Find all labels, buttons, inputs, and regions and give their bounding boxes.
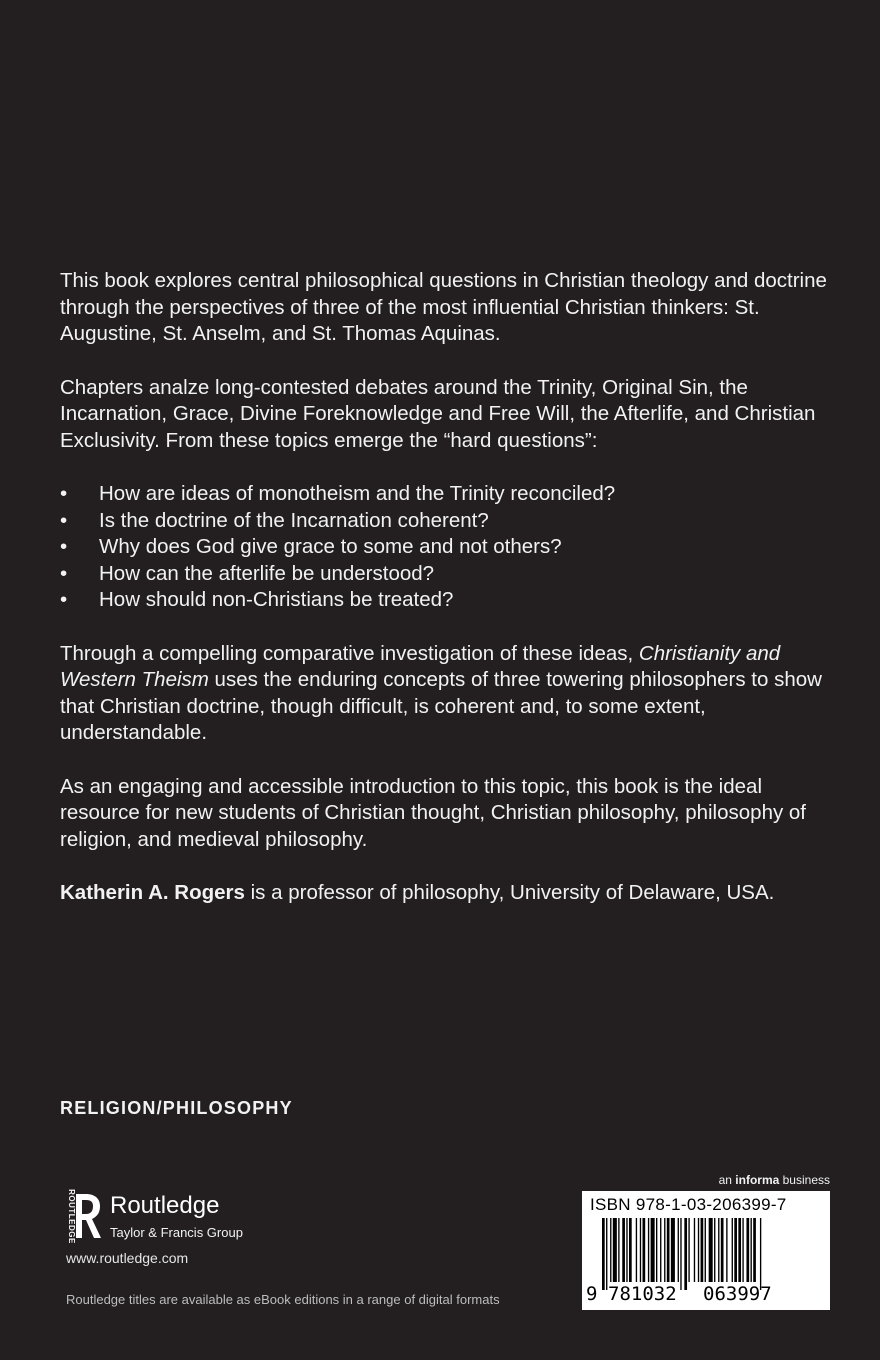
- publisher-url: www.routledge.com: [66, 1250, 189, 1266]
- barcode-bar: [705, 1218, 706, 1282]
- barcode-bar: [746, 1218, 749, 1282]
- back-cover-blurb: [60, 268, 828, 934]
- barcode-bar: [738, 1218, 741, 1282]
- publisher-group: Taylor & Francis Group: [110, 1225, 243, 1240]
- barcode-digits-right: 063997: [703, 1283, 772, 1305]
- barcode-bar: [753, 1218, 756, 1282]
- barcode-bar: [613, 1218, 617, 1282]
- barcode-bar: [640, 1218, 641, 1282]
- barcode-digit-lead: 9: [586, 1283, 598, 1305]
- barcode-bar: [721, 1218, 724, 1282]
- author-name: Katherin A. Rogers: [60, 881, 245, 904]
- ebook-note: Routledge titles are available as eBook editions in a range of digital formats: [66, 1292, 500, 1307]
- publisher-name: Routledge: [110, 1192, 220, 1219]
- barcode-bar: [618, 1218, 619, 1282]
- isbn-label: ISBN 978-1-03-206399-7: [590, 1195, 787, 1214]
- barcode-bar: [734, 1218, 737, 1282]
- barcode-bar: [610, 1218, 611, 1282]
- barcode-bar: [671, 1218, 675, 1282]
- barcode-bar: [602, 1218, 605, 1290]
- investigation-text-end: uses the enduring concepts of three towering philosophers to show that Christian doctrine, though difficult, is coherent and, to some extent, understandable.: [60, 668, 822, 744]
- barcode-bar: [629, 1218, 632, 1282]
- barcode-bar: [694, 1218, 695, 1282]
- chapters-paragraph: Chapters analze long-contested debates around the Trinity, Original Sin, the Incarnation, Grace, Divine Foreknowledge and Free Will, the Afterlife, and Christian Exclusivity. From these topics emerge the “hard questions”:: [60, 375, 816, 452]
- barcode-bar: [726, 1218, 727, 1282]
- barcode-bar: [622, 1218, 625, 1282]
- intro-paragraph: This book explores central philosophical questions in Christian theology and doctrine through the perspectives of three of the most influential Christian thinkers: St. Augustine, St. Anselm, and St. Thomas Aquinas.: [60, 269, 827, 345]
- hard-questions-list: [60, 481, 828, 614]
- barcode-bar: [636, 1218, 637, 1282]
- routledge-logo: [62, 1190, 302, 1250]
- barcode-bars: [602, 1218, 814, 1290]
- barcode-bar: [664, 1218, 665, 1282]
- author-bio: [60, 880, 828, 907]
- book-title-italic: Christianity and Western Theism: [60, 641, 781, 691]
- barcode-bar: [606, 1218, 607, 1290]
- informa-prefix: an: [718, 1173, 736, 1187]
- barcode-bar: [742, 1218, 743, 1282]
- barcode-bar: [680, 1218, 681, 1290]
- barcode-bar: [718, 1218, 719, 1282]
- barcode-bar: [667, 1218, 670, 1282]
- informa-business-tag: [719, 1173, 830, 1187]
- barcode-bar: [760, 1218, 761, 1290]
- subject-category: RELIGION/PHILOSOPHY: [60, 1098, 293, 1118]
- list-item: • How can the afterlife be understood?: [60, 561, 828, 588]
- informa-suffix: business: [779, 1173, 830, 1187]
- barcode-bar: [656, 1218, 657, 1282]
- investigation-text-start: Through a compelling comparative investigation of these ideas,: [60, 641, 639, 665]
- barcode-bar: [698, 1218, 699, 1282]
- barcode-bar: [732, 1218, 733, 1282]
- informa-name: informa: [735, 1173, 780, 1187]
- list-item: • Why does God give grace to some and not others?: [60, 534, 828, 561]
- investigation-paragraph: [60, 641, 828, 747]
- barcode-bar: [688, 1218, 689, 1282]
- list-item: • How should non-Christians be treated?: [60, 587, 828, 614]
- barcode-bar: [684, 1218, 687, 1290]
- barcode-bar: [651, 1218, 655, 1282]
- barcode-bar: [626, 1218, 627, 1282]
- barcode-bar: [660, 1218, 661, 1282]
- author-description: is a professor of philosophy, University of Delaware, USA.: [244, 881, 775, 904]
- barcode-bar: [643, 1218, 646, 1282]
- list-item: • How are ideas of monotheism and the Trinity reconciled?: [60, 481, 828, 508]
- routledge-vertical-wordmark: ROUTLEDGE: [66, 1189, 76, 1244]
- barcode-bar: [714, 1218, 715, 1282]
- barcode-bar: [751, 1218, 752, 1282]
- barcode-digits-left: 781032: [608, 1283, 677, 1305]
- list-item: • Is the doctrine of the Incarnation coherent?: [60, 508, 828, 535]
- barcode-bar: [678, 1218, 679, 1282]
- barcode-bar: [709, 1218, 713, 1282]
- audience-paragraph: As an engaging and accessible introduction to this topic, this book is the ideal resource for new students of Christian thought, Christian philosophy, philosophy of religion, and medieval philosophy.: [60, 774, 807, 851]
- isbn-barcode: [582, 1191, 830, 1310]
- barcode-bar: [648, 1218, 649, 1282]
- barcode-bar: [701, 1218, 704, 1282]
